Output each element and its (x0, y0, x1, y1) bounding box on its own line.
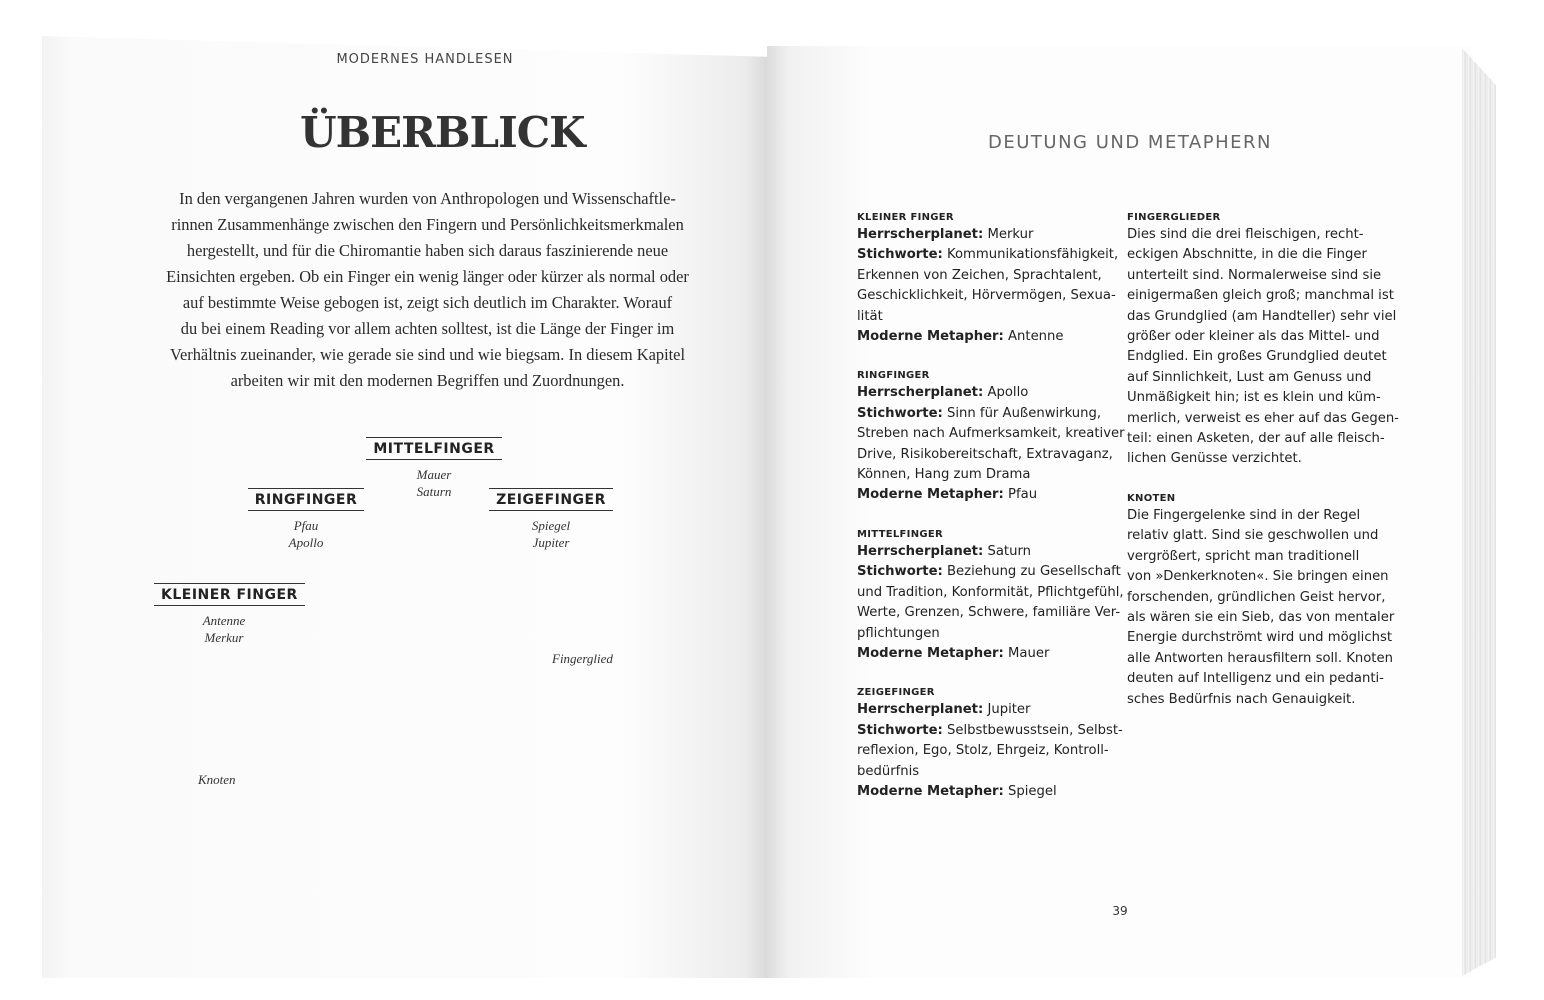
intro-line: Verhältnis zueinander, wie gerade sie sind und wie biegsam. In diesem Kapitel (169, 345, 686, 364)
finger-planet: Merkur (204, 630, 244, 645)
entry-line (857, 307, 1107, 327)
entry-line (857, 700, 1107, 720)
entry-line-text: Mauer (1003, 645, 1050, 661)
entry-line: deuten auf Intelligenz und ein pedanti- (1127, 671, 1384, 687)
joints-column (1127, 210, 1399, 731)
entry-line-text: Antenne (1003, 329, 1064, 345)
entry-line (857, 286, 1116, 306)
joint-entry (1127, 491, 1395, 710)
entry-line: einigermaßen gleich groß; manchmal ist (1127, 288, 1394, 304)
page-number: 39 (1112, 904, 1128, 918)
finger-entry (857, 685, 1123, 802)
entry-line: Energie durchströmt wird und möglichst (1127, 630, 1392, 646)
entry-line-text: reflexion, Ego, Stolz, Ehrgeiz, Kontroll- (857, 743, 1109, 759)
entry-line: eckigen Abschnitte, in die die Finger (1127, 247, 1367, 263)
entry-line (857, 404, 1107, 424)
finger-entry (857, 368, 1125, 505)
entry-line-text: Streben nach Aufmerksamkeit, kreativer (857, 426, 1125, 442)
entry-line: merlich, verweist es eher auf das Gegen- (1127, 410, 1399, 426)
finger-label-zeigefinger (481, 488, 621, 551)
entry-line (857, 762, 1107, 782)
entry-line: vergrößert, spricht man traditionell (1127, 548, 1360, 564)
entry-title: ZEIGEFINGER (857, 687, 935, 699)
finger-planet: Jupiter (532, 535, 570, 550)
entry-line-text: Apollo (983, 385, 1029, 401)
intro-line: hergestellt, und für die Chiromantie haben sich daraus faszinierende neue (186, 241, 669, 260)
finger-name: RINGFINGER (248, 488, 365, 511)
entry-line (857, 542, 1107, 562)
entry-line-text: Erkennen von Zeichen, Sprachtalent, (857, 267, 1102, 283)
entry-line-label: Moderne Metapher: (857, 783, 1004, 799)
entry-line (857, 266, 1107, 286)
entry-line: teil: einen Asketen, der auf alle fleisch- (1127, 431, 1385, 447)
entry-line-text: lität (857, 308, 883, 324)
joint-entry (1127, 210, 1399, 470)
finger-metaphor: Antenne (202, 613, 246, 628)
entry-line-text: Beziehung zu Gesellschaft (942, 564, 1121, 580)
intro-line: du bei einem Reading vor allem achten solltest, ist die Länge der Finger im (180, 319, 675, 338)
entry-line-label: Moderne Metapher: (857, 645, 1004, 661)
intro-line: Einsichten ergeben. Ob ein Finger ein wenig länger oder kürzer als normal oder (166, 267, 689, 286)
entry-line (857, 721, 1123, 741)
entry-line-label: Stichworte: (857, 564, 943, 580)
entry-title: KNOTEN (1127, 492, 1176, 504)
entry-line (857, 424, 1125, 444)
entry-line-text: Merkur (983, 227, 1034, 242)
finger-name: KLEINER FINGER (154, 583, 305, 606)
entry-line: sches Bedürfnis nach Genauigkeit. (1127, 691, 1356, 707)
entry-line (857, 445, 1113, 465)
entry-line: größer oder kleiner als das Mittel- und (1127, 329, 1380, 345)
entry-line: Unmäßigkeit hin; ist es klein und küm- (1127, 390, 1381, 406)
intro-line: rinnen Zusammenhänge zwischen den Fingern und Persönlichkeitsmerkmalen (171, 215, 684, 234)
entry-line: Dies sind die drei fleischigen, recht- (1127, 227, 1364, 242)
entry-title: KLEINER FINGER (857, 212, 954, 223)
entry-line (857, 562, 1121, 582)
entry-line (857, 644, 1107, 664)
entry-line: Endglied. Ein großes Grundglied deutet (1127, 349, 1387, 365)
chapter-title: ÜBERBLICK (300, 108, 585, 157)
entry-line-label: Stichworte: (857, 405, 943, 421)
entry-line-text: Saturn (983, 543, 1031, 559)
entry-line-text: pflichtungen (857, 625, 940, 641)
intro-line: arbeiten wir mit den modernen Begriffen und Zuordnungen. (230, 371, 625, 390)
entry-line (857, 327, 1107, 347)
entry-line (857, 383, 1107, 403)
entry-line-text: Spiegel (1003, 783, 1057, 799)
annotation-fingerglied: Fingerglied (552, 651, 613, 666)
finger-label-ringfinger (236, 488, 376, 551)
entry-line: das Grundglied (am Handteller) sehr viel (1127, 308, 1397, 324)
entry-line-label: Herrscherplanet: (857, 227, 984, 242)
running-head: MODERNES HANDLESEN (336, 52, 514, 67)
entry-line (857, 624, 1107, 644)
intro-line: In den vergangenen Jahren wurden von Anthropologen und Wissenschaftle- (179, 189, 676, 208)
entry-line-text: Sinn für Außenwirkung, (942, 405, 1102, 421)
entry-title: RINGFINGER (857, 370, 930, 382)
entry-line-text: Drive, Risikobereitschaft, Extravaganz, (857, 446, 1113, 462)
finger-planet: Saturn (416, 484, 452, 499)
section-heading: DEUTUNG UND METAPHERN (988, 132, 1272, 153)
entry-line (857, 741, 1107, 761)
entry-line-text: bedürfnis (857, 763, 920, 779)
entry-line: relativ glatt. Sind sie geschwollen und (1127, 528, 1379, 544)
page-edges (1462, 48, 1496, 976)
entry-line: als wären sie ein Sieb, das von mentaler (1127, 609, 1395, 625)
finger-name: ZEIGEFINGER (489, 488, 613, 511)
entry-line-label: Herrscherplanet: (857, 385, 984, 401)
annotation-knoten: Knoten (198, 772, 236, 787)
entry-line-text: Selbstbewusstsein, Selbst- (942, 722, 1123, 738)
entry-line-label: Moderne Metapher: (857, 487, 1004, 503)
entry-line: forschenden, gründlichen Geist hervor, (1127, 589, 1386, 605)
entry-line: alle Antworten herausfiltern soll. Knoten (1127, 650, 1393, 666)
finger-metaphor: Mauer (416, 467, 452, 482)
entry-line-label: Stichworte: (857, 722, 943, 738)
left-page (42, 36, 767, 978)
entry-line-label: Herrscherplanet: (857, 543, 984, 559)
entry-line: auf Sinnlichkeit, Lust am Genuss und (1127, 369, 1372, 385)
entry-line-label: Moderne Metapher: (857, 329, 1004, 345)
entry-line-text: Können, Hang zum Drama (857, 467, 1031, 483)
entry-line-label: Herrscherplanet: (857, 702, 984, 718)
intro-line: auf bestimmte Weise gebogen ist, zeigt sich deutlich im Charakter. Worauf (182, 293, 673, 312)
entry-line (857, 603, 1121, 623)
finger-meanings-column (857, 210, 1125, 823)
finger-entry (857, 210, 1119, 347)
entry-line: von »Denkerknoten«. Sie bringen einen (1127, 569, 1389, 585)
entry-line-label: Stichworte: (857, 247, 943, 263)
entry-line-text: Jupiter (983, 702, 1031, 718)
entry-line-text: und Tradition, Konformität, Pflichtgefühl, (857, 584, 1124, 600)
entry-line (857, 465, 1107, 485)
entry-line (857, 583, 1124, 603)
entry-line (857, 782, 1107, 802)
entry-line-text: Kommunikationsfähigkeit, (942, 247, 1119, 263)
entry-line: unterteilt sind. Normalerweise sind sie (1127, 267, 1382, 283)
entry-line (857, 225, 1107, 245)
finger-metaphor: Pfau (293, 518, 319, 533)
entry-line (857, 485, 1107, 505)
finger-metaphor: Spiegel (531, 518, 571, 533)
entry-line-text: Geschicklichkeit, Hörvermögen, Sexua- (857, 288, 1116, 304)
entry-line (857, 245, 1119, 265)
finger-entry (857, 527, 1124, 664)
entry-line-text: Pfau (1003, 487, 1038, 503)
entry-line-text: Werte, Grenzen, Schwere, familiäre Ver- (857, 605, 1121, 621)
finger-label-kleiner-finger (154, 583, 298, 646)
entry-line: Die Fingergelenke sind in der Regel (1127, 507, 1361, 523)
intro-paragraph (160, 186, 695, 394)
finger-planet: Apollo (288, 535, 324, 550)
entry-title: FINGERGLIEDER (1127, 212, 1221, 223)
entry-title: MITTELFINGER (857, 528, 944, 540)
finger-name: MITTELFINGER (366, 437, 501, 460)
entry-line: lichen Genüsse verzichtet. (1127, 451, 1302, 467)
